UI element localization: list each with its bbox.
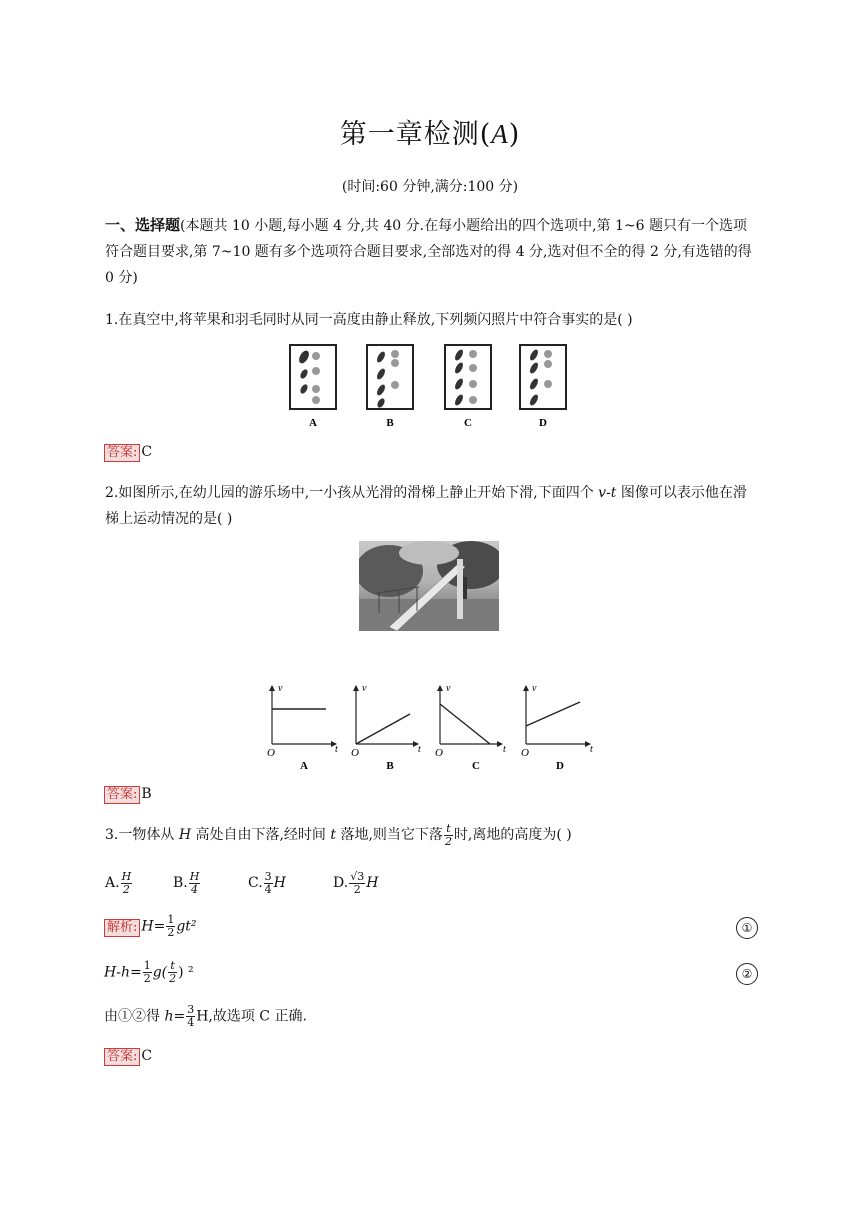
- answer-value: B: [141, 786, 152, 802]
- origin-label: O: [351, 747, 359, 759]
- q2-vt-graphs: [260, 680, 600, 772]
- option-c: [248, 870, 286, 896]
- equation-marker-2: ②: [736, 963, 758, 985]
- answer-value: C: [141, 1048, 153, 1064]
- axis-v-label: v: [446, 683, 451, 694]
- photo-frame-d: [520, 345, 566, 409]
- axis-v-label: v: [278, 683, 283, 694]
- frac-num: 1: [167, 913, 175, 926]
- axis-t-label: t: [335, 744, 338, 755]
- frac-num: H: [189, 869, 200, 883]
- photo-label-d: D: [539, 417, 547, 429]
- graph-a: [267, 683, 338, 772]
- photo-label-b: B: [386, 417, 394, 429]
- q3-answer: [104, 1048, 152, 1066]
- q2-text-end: 图像可以表示他在滑梯上运动情况的是( ): [105, 485, 747, 527]
- q3-var-t: t: [330, 827, 337, 843]
- q3-text-d: 时,离地的高度为( ): [453, 827, 572, 843]
- conclusion-fraction: [186, 1004, 195, 1029]
- frac-num: 3: [187, 1003, 195, 1016]
- option-suffix: H: [273, 875, 286, 891]
- q3-var-h: H: [178, 827, 192, 843]
- frac-num: √3: [350, 869, 365, 883]
- title-text: 第一章检测(: [339, 119, 492, 150]
- option-label: A.: [105, 875, 120, 891]
- q2-variable: v-t: [598, 485, 617, 501]
- graph-b: [351, 683, 421, 772]
- eq1-fraction: [166, 914, 175, 939]
- option-fraction: [189, 871, 201, 896]
- frac-num: 1: [143, 959, 151, 972]
- frac-den: 2: [122, 882, 130, 896]
- frac-num: t: [444, 823, 453, 836]
- option-fraction: [349, 871, 365, 896]
- q2-answer: [104, 786, 152, 804]
- frac-num: 3: [264, 869, 272, 883]
- analysis-tag: 解析:: [104, 919, 140, 937]
- option-fraction: [264, 871, 273, 896]
- section-heading: [105, 212, 755, 291]
- frac-den: 4: [264, 882, 272, 896]
- axis-v-label: v: [362, 683, 367, 694]
- frac-den: 2: [169, 972, 177, 985]
- axis-t-label: t: [418, 744, 421, 755]
- axis-v-label: v: [532, 683, 537, 694]
- q3-fraction: [444, 823, 453, 848]
- q3-conclusion: [104, 1004, 307, 1029]
- frac-den: 2: [353, 882, 361, 896]
- origin-label: O: [435, 747, 443, 759]
- answer-tag: 答案:: [104, 444, 140, 462]
- frac-num: t: [168, 960, 177, 973]
- title-variable: A: [491, 119, 509, 149]
- conclusion-var: h=: [164, 1008, 186, 1025]
- q3-text-a: 3.一物体从: [105, 827, 179, 843]
- photo-frame-b: [367, 345, 413, 409]
- conclusion-text-b: H,故选项 C 正确.: [196, 1008, 307, 1025]
- frac-den: 2: [444, 834, 452, 848]
- q3-text-c: 落地,则当它下落: [336, 827, 443, 843]
- page-title: [0, 112, 860, 151]
- eq1-right: gt²: [176, 918, 197, 935]
- q3-text-b: 高处自由下落,经时间: [191, 827, 331, 843]
- photo-frame-a: [290, 345, 336, 409]
- origin-label: O: [267, 747, 275, 759]
- eq1-left: H=: [141, 918, 166, 935]
- question-2: [105, 480, 755, 532]
- answer-value: C: [141, 444, 153, 460]
- playground-slide-photo: [359, 541, 499, 631]
- eq2-inner-fraction: [168, 960, 177, 985]
- photo-label-c: C: [464, 417, 472, 429]
- equation-marker-1: ①: [736, 917, 758, 939]
- option-suffix: H: [366, 875, 379, 891]
- graph-label-d: D: [556, 760, 564, 772]
- frac-den: 4: [187, 1016, 195, 1029]
- q1-answer: [104, 444, 152, 462]
- eq2-right-b: ) ²: [178, 964, 194, 981]
- eq2-right-a: g(: [152, 964, 168, 981]
- frac-den: 4: [191, 882, 199, 896]
- option-label: B.: [173, 875, 188, 891]
- option-b: [173, 870, 201, 896]
- graph-label-a: A: [300, 760, 308, 772]
- option-fraction: [121, 871, 133, 896]
- option-label: C.: [248, 875, 263, 891]
- title-end: ): [508, 119, 521, 150]
- frac-den: 2: [167, 926, 175, 939]
- answer-tag: 答案:: [104, 1048, 140, 1066]
- q1-strobe-photos: [285, 340, 575, 432]
- graph-label-b: B: [386, 760, 394, 772]
- eq2-left: H-h=: [104, 964, 142, 981]
- graph-label-c: C: [472, 760, 480, 772]
- axis-t-label: t: [590, 744, 593, 755]
- exam-subtitle: (时间:60 分钟,满分:100 分): [341, 179, 519, 195]
- section-title: 一、选择题: [105, 216, 181, 234]
- q2-text-start: 2.如图所示,在幼儿园的游乐场中,一小孩从光滑的滑梯上静止开始下滑,下面四个: [105, 485, 599, 501]
- option-d: [333, 870, 378, 896]
- q3-analysis-eq1: [104, 914, 197, 939]
- graph-d: [521, 683, 593, 772]
- graph-c: [435, 683, 506, 772]
- conclusion-text-a: 由①②得: [104, 1008, 165, 1025]
- axis-t-label: t: [503, 744, 506, 755]
- frac-den: 2: [143, 972, 151, 985]
- section-description: (本题共 10 小题,每小题 4 分,共 40 分.在每小题给出的四个选项中,第 1~6 题只有一个选项符合题目要求,第 7~10 题有多个选项符合题目要求,全部选对的得 4 分,选对但不全的得 2 分,有选错的得 0 分): [105, 218, 752, 286]
- frac-num: H: [121, 869, 132, 883]
- option-a: [105, 870, 133, 896]
- question-3: [105, 822, 755, 848]
- eq2-fraction: [143, 960, 152, 985]
- photo-label-a: A: [309, 417, 317, 429]
- origin-label: O: [521, 747, 529, 759]
- answer-tag: 答案:: [104, 786, 140, 804]
- photo-frame-c: [445, 345, 491, 409]
- option-label: D.: [333, 875, 349, 891]
- question-1: 1.在真空中,将苹果和羽毛同时从同一高度由静止释放,下列频闪照片中符合事实的是( ): [105, 312, 633, 328]
- q3-analysis-eq2: [104, 960, 194, 985]
